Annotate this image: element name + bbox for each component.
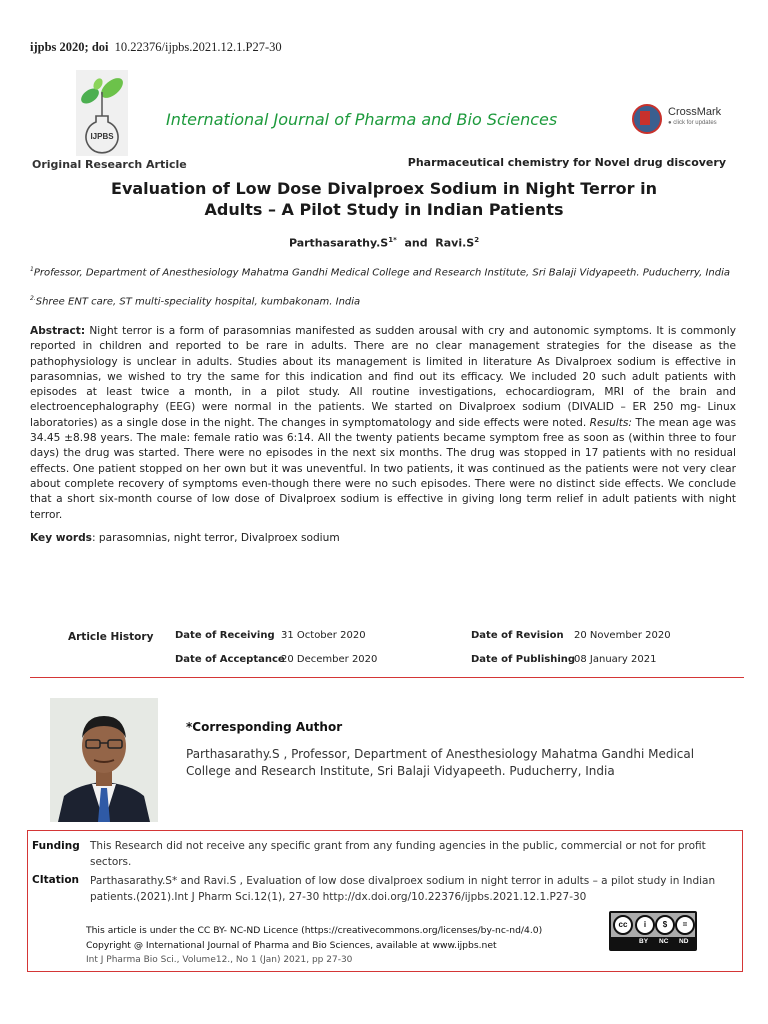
affiliation-1 bbox=[30, 266, 730, 278]
acceptance-label: Date of Acceptance bbox=[175, 654, 285, 665]
title-line-1: Evaluation of Low Dose Divalproex Sodium in Night Terror in bbox=[111, 179, 657, 198]
keywords-label: Key words bbox=[30, 532, 92, 544]
divider bbox=[30, 677, 744, 678]
crossmark-badge[interactable] bbox=[632, 104, 742, 138]
crossmark-sub: ● click for updates bbox=[668, 120, 717, 126]
cc-license-badge[interactable] bbox=[609, 911, 697, 951]
author-1-sup: 1* bbox=[388, 236, 397, 244]
doi-link[interactable]: 10.22376/ijpbs.2021.12.1.P27-30 bbox=[114, 40, 282, 54]
publishing-date: 08 January 2021 bbox=[574, 654, 657, 665]
author-line bbox=[0, 236, 768, 250]
article-type: Original Research Article bbox=[32, 158, 187, 171]
affil-1-num: 1 bbox=[30, 266, 34, 273]
citation-prefix: ijpbs 2020; doi bbox=[30, 40, 109, 54]
publishing-label: Date of Publishing bbox=[471, 654, 576, 665]
abstract-text-a: Night terror is a form of parasomnias manifested as sudden arousal with cry and autonomic symptoms. It is commonly reported in children and reported to be rare in adults. There are no clear management strategies for the disease as the pathophysiology is unclear in adults. Studies about its management is limited in literature As Divalproex sodium is effective in parasomnias, we wished to try the same for this indication and find out its efficacy. We included 20 such adult patients with episodes at least twice a month, in a pilot study. All routine investigations, echocardiogram, MRI of the brain and electroencephalography (EEG) were normal in the patients. We started on Divalproex sodium (DIVALID – ER 250 mg- Linux laboratories) as a single dose in the night. The changes in symptomatology and side effects were noted. bbox=[30, 325, 736, 429]
author-photo bbox=[50, 698, 158, 822]
author-2-sup: 2 bbox=[474, 236, 480, 244]
cc-nd-label: ND bbox=[679, 938, 689, 945]
receiving-date: 31 October 2020 bbox=[281, 630, 366, 641]
author-2: Ravi.S bbox=[435, 236, 475, 250]
author-join: and bbox=[404, 236, 428, 250]
affiliation-2 bbox=[30, 295, 360, 307]
crossmark-bookmark-icon bbox=[640, 111, 650, 125]
nc-dollar-icon: $ bbox=[655, 915, 675, 935]
crossmark-label: CrossMark bbox=[668, 106, 722, 118]
affil-2-num: 2. bbox=[30, 295, 36, 302]
copyright-line: Copyright @ International Journal of Pharma and Bio Sciences, available at www.ijpbs.net bbox=[86, 940, 497, 951]
logo-label: IJPBS bbox=[90, 132, 114, 141]
license-line[interactable]: This article is under the CC BY- NC-ND Licence (https://creativecommons.org/licenses/by-nc-nd/4.0) bbox=[86, 925, 543, 936]
journal-name: International Journal of Pharma and Bio Sciences bbox=[166, 110, 558, 129]
abstract bbox=[30, 324, 736, 523]
flask-leaf-icon bbox=[76, 70, 128, 156]
author-1: Parthasarathy.S bbox=[288, 236, 389, 250]
receiving-label: Date of Receiving bbox=[175, 630, 275, 641]
funding-text: This Research did not receive any specific grant from any funding agencies in the public, commercial or not for profit sectors. bbox=[90, 840, 706, 868]
nd-equals-icon: = bbox=[675, 915, 695, 935]
affil-2-text: Shree ENT care, ST multi-speciality hospital, kumbakonam. India bbox=[35, 296, 361, 308]
doi-line bbox=[30, 40, 282, 55]
keywords bbox=[30, 532, 340, 544]
acceptance-date: 20 December 2020 bbox=[281, 654, 378, 665]
history-label: Article History bbox=[68, 631, 154, 643]
funding-label: Funding bbox=[32, 840, 80, 852]
person-portrait-icon bbox=[50, 698, 158, 822]
volume-line: Int J Pharma Bio Sci., Volume12., No 1 (Jan) 2021, pp 27-30 bbox=[86, 955, 353, 965]
affil-1-text: Professor, Department of Anesthesiology Mahatma Gandhi Medical College and Research Institute, Sri Balaji Vidyapeeth. Puducherry, India bbox=[33, 267, 731, 279]
corresponding-title: *Corresponding Author bbox=[186, 720, 343, 734]
article-title bbox=[40, 178, 728, 220]
cc-icon: cc bbox=[613, 915, 633, 935]
by-person-icon: i bbox=[635, 915, 655, 935]
citation-text: Parthasarathy.S* and Ravi.S , Evaluation of low dose divalproex sodium in night terror in adults – a pilot study in Indian patients.(2021).Int J Pharm Sci.12(1), 27-30 http://dx.doi.org/10.22376/ijpbs.2021.12.1.P27-30 bbox=[90, 875, 716, 903]
results-label: Results: bbox=[589, 416, 632, 429]
citation-label: CItation bbox=[32, 874, 80, 886]
cc-by-label: BY bbox=[639, 938, 649, 945]
corresponding-text: Parthasarathy.S , Professor, Department of Anesthesiology Mahatma Gandhi Medical College and Research Institute, Sri Balaji Vidyapeeth. Puducherry, India bbox=[186, 747, 695, 778]
journal-logo bbox=[76, 70, 128, 156]
revision-date: 20 November 2020 bbox=[574, 630, 671, 641]
article-category: Pharmaceutical chemistry for Novel drug discovery bbox=[407, 156, 726, 169]
keywords-text: : parasomnias, night terror, Divalproex sodium bbox=[91, 532, 340, 544]
revision-label: Date of Revision bbox=[471, 630, 564, 641]
title-line-2: Adults – A Pilot Study in Indian Patients bbox=[204, 200, 564, 219]
cc-nc-label: NC bbox=[659, 938, 669, 945]
abstract-text-b: The mean age was 34.45 ±8.98 years. The male: female ratio was 6:14. All the twenty patients became symptom free as soon as (within three to four days) the drug was started. There were no episodes in the next six months. The drug was stopped in 17 patients with no residual effects. One patient stopped on her own but it was uneventful. In two patients, it was continued as the patients were not very clear about complete recovery of symptoms even-though there were no such episodes. There were no distinct side effects. We conclude that a short six-month course of low dose of Divalproex sodium is effective in giving long term relief in adult patients with night terror. bbox=[30, 416, 736, 521]
abstract-label: Abstract: bbox=[30, 325, 86, 337]
